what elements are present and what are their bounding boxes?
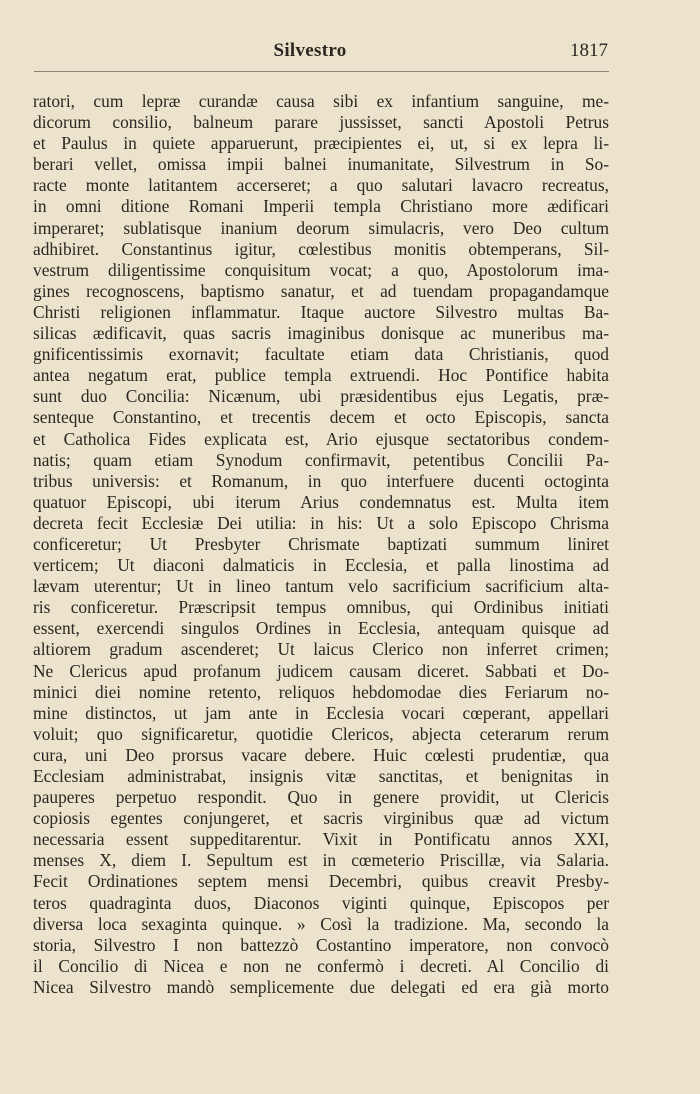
- text-line: conficeretur; Ut Presbyter Chrismate baptizati summum liniret: [33, 533, 609, 554]
- text-line: sunt duo Concilia: Nicænum, ubi præsidentibus ejus Legatis, præ-: [33, 386, 609, 407]
- text-line: altiorem gradum ascenderet; Ut laicus Clerico non inferret crimen;: [33, 639, 609, 660]
- text-line: ris conficeretur. Præscripsit tempus omnibus, qui Ordinibus initiati: [33, 597, 609, 618]
- text-line: natis; quam etiam Synodum confirmavit, petentibus Concilii Pa-: [33, 449, 609, 470]
- text-line: vestrum diligentissime conquisitum vocat; a quo, Apostolorum ima-: [33, 259, 609, 280]
- text-line: ratori, cum lepræ curandæ causa sibi ex infantium sanguine, me-: [33, 91, 609, 111]
- text-line: essent, exercendi singulos Ordines in Ecclesia, antequam quisque ad: [33, 618, 609, 639]
- text-line: Christi religionen inflammatur. Itaque auctore Silvestro multas Ba-: [33, 301, 609, 322]
- text-line: antea negatum erat, publice templa extruendi. Hoc Pontifice habita: [33, 365, 609, 386]
- text-line: storia, Silvestro I non battezzò Costantino imperatore, non convocò: [33, 934, 609, 955]
- text-line: verticem; Ut diaconi dalmaticis in Ecclesia, et palla linostima ad: [33, 555, 609, 576]
- text-line: gnificentissimis exornavit; facultate etiam data Christianis, quod: [33, 344, 609, 365]
- text-line: il Concilio di Nicea e non ne confermò i decreti. Al Concilio di: [33, 955, 609, 976]
- text-line: teros quadraginta duos, Diaconos viginti quinque, Episcopos per: [33, 892, 609, 913]
- text-line: quatuor Episcopi, ubi iterum Arius condemnatus est. Multa item: [33, 491, 609, 512]
- text-line: diversa loca sexaginta quinque. » Così la tradizione. Ma, secondo la: [33, 913, 609, 934]
- page-number: 1817: [570, 40, 608, 61]
- text-line: Ne Clericus apud profanum judicem causam diceret. Sabbati et Do-: [33, 660, 609, 681]
- text-line: copiosis egentes conjungeret, et sacris virginibus quæ ad victum: [33, 808, 609, 829]
- text-line: necessaria essent suppeditarentur. Vixit in Pontificatu annos XXI,: [33, 829, 609, 850]
- text-line: pauperes perpetuo respondit. Quo in genere providit, ut Clericis: [33, 787, 609, 808]
- header-rule: [34, 71, 609, 72]
- text-line: adhibiret. Constantinus igitur, cœlestibus monitis obtemperans, Sil-: [33, 238, 609, 259]
- text-line: cura, uni Deo prorsus vacare debere. Huic cœlesti prudentiæ, qua: [33, 744, 609, 765]
- text-line: lævam uterentur; Ut in lineo tantum velo sacrificium sacrificium alta-: [33, 576, 609, 597]
- text-line: tribus universis: et Romanum, in quo interfuere ducenti octoginta: [33, 470, 609, 491]
- text-line: senteque Constantino, et trecentis decem et octo Episcopis, sancta: [33, 407, 609, 428]
- text-line: imperaret; sublatisque inanium deorum simulacris, vero Deo cultum: [33, 217, 609, 238]
- text-line: Fecit Ordinationes septem mensi Decembri, quibus creavit Presby-: [33, 871, 609, 892]
- text-line: in omni ditione Romani Imperii templa Christiano more ædificari: [33, 196, 609, 217]
- text-line: Nicea Silvestro mandò semplicemente due delegati ed era già morto: [33, 976, 609, 997]
- body-text: [33, 91, 609, 998]
- text-line: Ecclesiam administrabat, insignis vitæ sanctitas, et benignitas in: [33, 766, 609, 786]
- text-line: menses X, diem I. Sepultum est in cœmeterio Priscillæ, via Salaria.: [33, 850, 609, 871]
- text-line: et Paulus in quiete apparuerunt, præcipientes ei, ut, si ex lepra li-: [33, 133, 609, 154]
- text-line: mine distinctos, ut jam ante in Ecclesia vocari cœperant, appellari: [33, 702, 609, 723]
- text-line: gines recognoscens, baptismo sanatur, et ad tuendam propagandamque: [33, 280, 609, 301]
- text-line: et Catholica Fides explicata est, Ario ejusque sectatoribus condem-: [33, 428, 609, 449]
- text-line: berari vellet, omissa impii balnei inumanitate, Silvestrum in So-: [33, 154, 609, 175]
- text-line: racte monte latitantem accerseret; a quo salutari lavacro recreatus,: [33, 175, 609, 196]
- text-line: silicas ædificavit, quas sacris imaginibus donisque ac muneribus ma-: [33, 323, 609, 344]
- text-line: minici diei nomine retento, reliquos hebdomodae dies Feriarum no-: [33, 681, 609, 702]
- text-line: voluit; quo significaretur, quotidie Clericos, abjecta ceterarum rerum: [33, 723, 609, 744]
- page-header-title: Silvestro: [273, 40, 347, 61]
- text-line: decreta fecit Ecclesiæ Dei utilia: in his: Ut a solo Episcopo Chrisma: [33, 512, 609, 533]
- text-line: dicorum consilio, balneum parare jussisset, sancti Apostoli Petrus: [33, 112, 609, 133]
